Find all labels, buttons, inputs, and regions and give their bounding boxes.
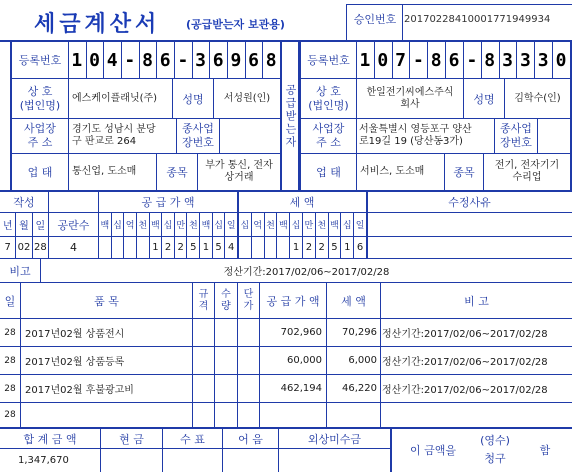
row-item: 2017년02월 후불광고비 [25,385,134,396]
tax-digit: 1 [289,237,302,258]
supplier-business-item: 부가 통신, 전자 상거래 [205,160,273,183]
buyer-reg-digit: 6 [445,42,463,78]
col-tax-header: 세 액 [341,294,366,308]
col-price-header: 단 가 [243,288,254,312]
supplier-representative: 서성원(인) [223,92,271,104]
supplier-reg-digit: - [174,42,192,78]
tax-unit-header: 십 [289,213,302,236]
blank-count-value: 4 [70,241,77,254]
tax-digit [276,237,289,258]
supplier-reg-digit: 8 [139,42,157,78]
tax-digit [264,237,277,258]
tax-digit: 2 [302,237,315,258]
supply-digit: 4 [224,237,237,258]
row-tax: 46,220 [342,383,377,394]
supply-unit-header: 백 [149,213,162,236]
check-label: 수 표 [180,432,205,446]
buyer-reg-digit: 8 [427,42,445,78]
invoice-title-area [34,4,184,40]
table-row [0,347,572,374]
row-supply: 702,960 [280,327,322,338]
supplier-company: 에스케이플래닛(주) [72,92,158,104]
note-value: 정산기간:2017/02/06~2017/02/28 [223,267,390,278]
buyer-company-label: 상 호 (법인명) [308,84,349,112]
buyer-business-type: 서비스, 도소매 [360,166,425,177]
receipt-suffix: 함 [539,444,551,457]
note-label: 비고 [9,264,31,278]
row-note: 정산기간:2017/02/06~2017/02/28 [382,329,548,340]
row-tax: 6,000 [348,355,377,366]
year-header: 년 [2,221,13,232]
col-spec-header: 규 격 [198,288,209,312]
buyer-reg-digit: 8 [481,42,499,78]
receipt-kind-claim: 청구 [484,452,506,465]
supply-unit-header: 만 [174,213,187,236]
supply-unit-header: 일 [224,213,237,236]
supply-unit-header: 백 [199,213,212,236]
buyer-reg-digit: 0 [552,42,570,78]
credit-label: 외상미수금 [307,432,362,446]
row-item: 2017년02월 상품전시 [25,329,125,340]
tax-unit-header: 백 [328,213,341,236]
written-label: 작성 [13,195,35,209]
approval-label: 승인번호 [353,13,397,26]
tax-unit-header: 억 [251,213,264,236]
supply-digit: 1 [149,237,162,258]
buyer-item-label: 종목 [453,166,475,179]
buyer-reg-digit: 3 [516,42,534,78]
row-day: 28 [4,355,16,366]
month-header: 월 [15,213,31,236]
row-note: 정산기간:2017/02/06~2017/02/28 [382,385,548,396]
tax-unit-header: 천 [315,213,328,236]
supply-digit [123,237,136,258]
supplier-address-label: 사업장 주 소 [24,122,56,149]
tax-unit-header: 일 [353,213,366,236]
tax-digit-values [239,237,366,258]
supply-digit: 2 [161,237,174,258]
year-value: 7 [4,242,11,253]
supply-unit-header: 십 [212,213,225,236]
supplier-reg-digit: 4 [103,42,121,78]
buyer-reg-digit: 7 [392,42,410,78]
buyer-reg-digit: - [463,42,481,78]
supplier-reg-digit: - [121,42,139,78]
buyer-name-label: 성명 [473,92,495,106]
receipt-prefix: 이 금액을 [409,444,456,457]
buyer-reg-digit: 1 [359,49,372,71]
buyer-reg-digit: 3 [534,42,552,78]
col-day-header: 일 [4,294,16,308]
row-supply: 60,000 [287,355,322,366]
buyer-address-label: 사업장 주 소 [312,122,345,149]
buyer-branch-label: 종사업 장번호 [500,122,532,149]
reason-label: 수정사유 [448,195,491,209]
supplier-name-label: 성명 [182,92,204,106]
tax-unit-header: 십 [240,221,250,231]
supply-amount-label: 공 급 가 액 [141,195,195,209]
row-item: 2017년02월 상품등록 [25,357,125,368]
supplier-type-label: 업 태 [27,166,53,179]
tax-amount-label: 세 액 [289,195,315,209]
supply-unit-header: 백 [100,221,110,231]
blank-count-label: 공란수 [57,218,90,232]
day-value: 28 [32,237,48,258]
tax-digit [239,237,251,258]
buyer-business-item: 전기, 전자기기 수리업 [494,160,560,183]
row-day: 28 [4,383,16,394]
supply-unit-header: 십 [161,213,174,236]
buyer-reg-label: 등록번호 [307,54,350,67]
supply-unit-header: 천 [186,213,199,236]
supply-digit: 5 [186,237,199,258]
row-day: 28 [4,327,16,338]
invoice-title: 세금계산서 [34,11,161,37]
supply-digit-values [99,237,237,258]
col-note-header: 비 고 [464,294,489,308]
supplier-item-label: 종목 [166,166,188,179]
tax-digit [251,237,264,258]
supply-unit-headers [99,213,237,236]
tax-unit-header: 만 [302,213,315,236]
cash-label: 현 금 [119,432,144,446]
supplier-reg-number [69,42,280,78]
row-day: 28 [4,410,16,420]
total-amount-value: 1,347,670 [18,455,69,466]
table-row [0,319,572,346]
invoice-subtitle: (공급받는자 보관용) [186,18,285,31]
buyer-company: 한일전기씨에스주식 회사 [366,86,454,110]
promissory-note-label: 어 음 [238,432,263,446]
supply-digit: 5 [212,237,225,258]
supplier-branch-label: 종사업 장번호 [182,122,214,149]
supplier-reg-digit: 9 [227,42,245,78]
receipt-kind-receipt: (영수) [480,434,510,447]
col-qty-header: 수 량 [221,288,231,312]
buyer-type-label: 업 태 [316,166,341,179]
buyer-side-label: 공급받는자 [284,83,297,149]
table-row [0,403,572,427]
buyer-address: 서울특별시 영등포구 양산 로19길 19 (당산동3가) [359,124,472,147]
supplier-reg-digit: 6 [245,42,263,78]
buyer-reg-digit: 3 [499,42,517,78]
supplier-reg-digit: 3 [192,42,210,78]
supplier-address: 경기도 성남시 분당 구 판교로 264 [72,124,156,147]
table-row [0,375,572,402]
supply-unit-header: 십 [111,213,124,236]
supplier-reg-digit: 1 [71,49,84,71]
tax-unit-headers [239,213,366,236]
supplier-reg-digit: 0 [86,42,104,78]
supplier-reg-digit: 6 [209,42,227,78]
row-supply: 462,194 [280,383,322,394]
supply-unit-header: 억 [123,213,136,236]
supply-unit-header: 천 [136,213,149,236]
supplier-business-type: 통신업, 도소매 [72,166,137,177]
approval-number: 20170228410001771949934 [404,13,551,25]
buyer-representative: 김학수(인) [514,92,561,104]
col-item-header: 품 목 [94,294,119,308]
tax-digit: 5 [328,237,341,258]
row-note: 정산기간:2017/02/06~2017/02/28 [382,357,548,368]
day-header: 일 [32,213,48,236]
supply-digit [136,237,149,258]
supplier-reg-digit: 8 [262,42,280,78]
date-values [0,237,48,258]
supply-digit [111,237,124,258]
total-amount-label: 합 계 금 액 [23,432,77,446]
col-supply-header: 공 급 가 액 [266,294,320,308]
invoice-subtitle-area [186,12,326,36]
buyer-reg-digit: - [409,42,427,78]
tax-digit: 1 [340,237,353,258]
supplier-reg-label: 등록번호 [18,54,62,67]
date-header [0,213,48,236]
tax-digit: 2 [315,237,328,258]
tax-unit-header: 십 [340,213,353,236]
tax-digit: 6 [353,237,366,258]
supply-digit [99,237,111,258]
month-value: 02 [15,237,31,258]
supplier-company-label: 상 호 (법인명) [19,84,61,112]
tax-unit-header: 천 [264,213,277,236]
supplier-reg-digit: 6 [156,42,174,78]
buyer-reg-number [357,42,570,78]
row-tax: 70,296 [342,327,377,338]
supply-digit: 1 [199,237,212,258]
supply-digit: 2 [174,237,187,258]
tax-unit-header: 백 [276,213,289,236]
buyer-reg-digit: 0 [374,42,392,78]
